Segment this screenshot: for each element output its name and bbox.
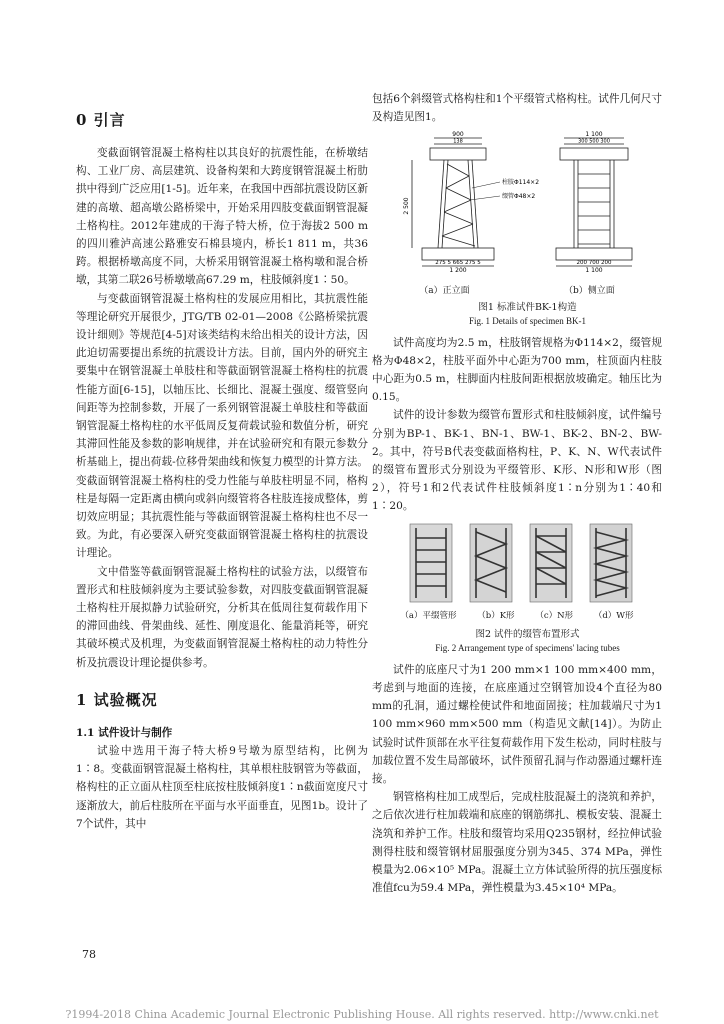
dim-label: 1 100 <box>585 267 603 275</box>
left-column <box>76 90 368 833</box>
dim-label: 200 700 200 <box>576 260 612 267</box>
dim-label: 900 <box>452 131 464 139</box>
tube-label: 缀管Φ48×2 <box>502 193 536 201</box>
paragraph: 试验中选用干海子特大桥9号墩为原型结构，比例为1∶8。变截面钢管混凝土格构柱，其单根柱肢钢管为等截面，格构柱的正立面从柱顶至柱底按柱肢倾斜度1∶n截面宽度尺寸逐渐放大，前后柱肢所在平面与水平面垂直，见图1b。设计了7个试件，其中 <box>76 744 368 830</box>
subfigure-label: （c）N形 <box>535 610 574 621</box>
paragraph: 文中借鉴等截面钢管混凝土格构柱的试验方法，以缀管布置形式和柱肢倾斜度为主要试验参数，对四肢变截面钢管混凝土格构柱开展拟静力试验研究，分析其在低周往复荷载作用下的滞回曲线、骨架曲线、延性、刚度退化、能量消耗等，研究其破坏模式及机理，为变截面钢管混凝土格构柱的动力特性分析及抗震设计理论提供参考。 <box>76 565 368 669</box>
figure-1-drawing <box>372 130 662 280</box>
paragraph: 试件的设计参数为缀管布置形式和柱肢倾斜度，试件编号分别为BP-1、BK-1、BN-1、BW-1、BK-2、BN-2、BW-2。其中，符号B代表变截面格构柱，P、K、N、W代表试件的缀管布置形式分别设为平缀管形、K形、N形和W形（图2），符号1和2代表试件柱肢倾斜度1∶n分别为1∶40和1∶20。 <box>372 409 662 513</box>
paragraph: 试件高度均为2.5 m，柱肢钢管规格为Φ114×2，缀管规格为Φ48×2，柱肢平面外中心距为700 mm，柱顶面内柱肢中心距为0.5 m，柱脚面内柱肢间距根据放坡确定。轴压比为0.15。 <box>372 336 662 404</box>
subfigure-label: （b）K形 <box>477 610 515 621</box>
subsection-heading: 1.1 试件设计与制作 <box>76 726 173 739</box>
section-heading-introduction: 0 引言 <box>76 111 126 129</box>
dim-label: 2 500 <box>403 197 410 215</box>
subfigure-label: （b）侧立面 <box>564 285 615 296</box>
figure-caption-en: Fig. 2 Arrangement type of specimens' lacing tubes <box>435 642 620 653</box>
figure-2-photos <box>372 522 662 604</box>
paragraph: 试件的底座尺寸为1 200 mm×1 100 mm×400 mm，考虑到与地面的连接，在底座通过空钢管加设4个直径为80 mm的孔洞，通过螺栓使试件和地面固接；柱加载端尺寸为1 100 mm×960 mm×500 mm（构造见文献[14]）。为防止试验时试件顶部在水平往复荷载作用下发生松动，同时柱肢与加载位置不发生局部破坏，试件预留孔洞与作动器通过螺杆连接。 <box>372 663 662 786</box>
paragraph: 与变截面钢管混凝土格构柱的发展应用相比，其抗震性能等理论研究开展很少，JTG/TB 02-01—2008《公路桥梁抗震设计细则》等规范[4-5]对该类结构未给出相关的设计方法，因此迫切需要提出系统的抗震设计方法。目前，国内外的研究主要集中在钢管混凝土单肢柱和等截面钢管混凝土格构柱的抗震性能方面[6-15]，以轴压比、长细比、混凝土强度、缀管竖向间距等为控制参数，开展了一系列钢管混凝土单肢柱和等截面钢管混凝土格构柱的水平低周反复荷载试验和数值分析，研究其滞回性能及参数的影响规律，并在试验研究和有限元参数分析基础上，提出荷载-位移骨架曲线和恢复力模型的计算方法。变截面钢管混凝土格构柱的受力性能与单肢柱明显不同，格构柱是每隔一定距离由横向或斜向缀管将各柱肢连接成整体，剪切效应明显；其抗震性能与等截面钢管混凝土格构柱也不尽一致。为此，有必要深入研究变截面钢管混凝土格构柱的抗震设计理论。 <box>76 292 368 560</box>
dim-label: 1 200 <box>449 267 467 275</box>
paragraph: 钢管格构柱加工成型后，完成柱肢混凝土的浇筑和养护，之后依次进行柱加载端和底座的钢筋绑扎、模板安装、混凝土浇筑和养护工作。柱肢和缀管均采用Q235钢材，经拉伸试验测得柱肢和缀管钢材屈服强度分别为345、374 MPa，弹性模量为2.06×10⁵ MPa。混凝土立方体试验所得的抗压强度标准值fcu为59.4 MPa，弹性模量为3.45×10⁴ MPa。 <box>372 791 662 895</box>
dim-label: 138 <box>453 138 463 145</box>
dim-label: 1 100 <box>585 131 603 139</box>
copyright-footer: ?1994-2018 China Academic Journal Electronic Publishing House. All rights reserved. http://www.cnki.net <box>65 1008 659 1021</box>
right-column <box>372 90 662 897</box>
dim-label: 300 500 300 <box>578 138 610 145</box>
figure-caption-en: Fig. 1 Details of specimen BK-1 <box>469 315 586 326</box>
figure-2 <box>372 522 662 655</box>
paragraph: 变截面钢管混凝土格构柱以其良好的抗震性能，在桥墩结构、工业厂房、高层建筑、设备构架和大跨度钢管混凝土桁肋拱中得到广泛应用[1-5]。近年来，在我国中西部抗震设防区新建的高墩、超高墩公路桥梁中，开始采用四肢变截面钢管混凝土格构柱。2012年建成的干海子特大桥，位于海拔2 500 m的四川雅泸高速公路雅安石棉县境内，桥长1 811 m，共36跨。根据桥墩高度不同，大桥采用钢管混凝土格构墩和混合桥墩，其第二联26号桥墩墩高67.29 m，柱肢倾斜度1∶50。 <box>76 147 368 287</box>
figure-1 <box>372 130 662 327</box>
subfigure-label: （d）W形 <box>593 610 634 621</box>
figure-caption-cn: 图1 标准试件BK-1构造 <box>478 301 577 313</box>
figure-caption-cn: 图2 试件的缀管布置形式 <box>475 628 580 640</box>
section-heading-test-overview: 1 试验概况 <box>76 690 158 709</box>
page-number: 78 <box>82 948 96 961</box>
subfigure-label: （a）平缀管形 <box>400 610 457 621</box>
dim-label: 275 5 665 275 5 <box>435 260 481 267</box>
paragraph: 包括6个斜缀管式格构柱和1个平缀管式格构柱。试件几何尺寸及构造见图1。 <box>372 93 662 124</box>
tube-label: 柱肢Φ114×2 <box>502 179 540 187</box>
subfigure-label: （a）正立面 <box>419 285 470 296</box>
